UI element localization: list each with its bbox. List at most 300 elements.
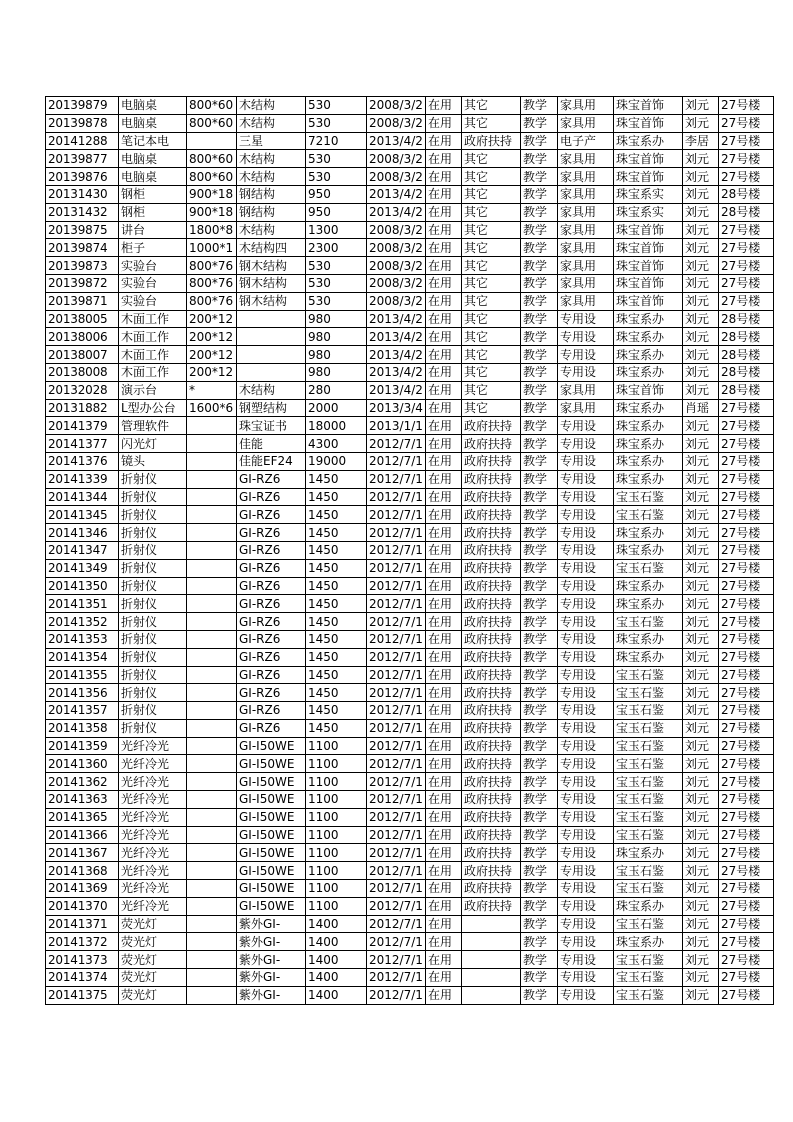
date-cell: 2013/4/2 — [367, 310, 426, 328]
funding-cell: 政府扶持 — [462, 470, 521, 488]
use-cell: 教学 — [521, 702, 558, 720]
funding-cell: 其它 — [462, 97, 521, 115]
department-cell: 珠宝系办 — [614, 595, 683, 613]
table-row — [46, 986, 774, 1004]
location-cell: 27号楼 — [719, 915, 774, 933]
price-cell: 980 — [306, 328, 367, 346]
status-cell: 在用 — [426, 132, 462, 150]
use-cell: 教学 — [521, 435, 558, 453]
funding-cell: 政府扶持 — [462, 862, 521, 880]
department-cell: 珠宝系实 — [614, 185, 683, 203]
spec-cell — [187, 613, 237, 631]
status-cell: 在用 — [426, 844, 462, 862]
department-cell: 宝玉石鉴 — [614, 755, 683, 773]
funding-cell: 政府扶持 — [462, 737, 521, 755]
asset-name-cell: 折射仪 — [119, 666, 187, 684]
price-cell: 2300 — [306, 239, 367, 257]
model-cell: 木结构四 — [237, 239, 306, 257]
funding-cell: 政府扶持 — [462, 826, 521, 844]
table-row — [46, 274, 774, 292]
department-cell: 宝玉石鉴 — [614, 684, 683, 702]
funding-cell — [462, 986, 521, 1004]
price-cell: 1100 — [306, 755, 367, 773]
price-cell: 2000 — [306, 399, 367, 417]
keeper-cell: 刘元 — [683, 435, 719, 453]
category-cell: 专用设 — [558, 488, 614, 506]
table-row — [46, 399, 774, 417]
funding-cell: 政府扶持 — [462, 773, 521, 791]
spec-cell — [187, 755, 237, 773]
location-cell: 27号楼 — [719, 595, 774, 613]
status-cell: 在用 — [426, 239, 462, 257]
spec-cell — [187, 737, 237, 755]
model-cell: GI-RZ6 — [237, 595, 306, 613]
status-cell: 在用 — [426, 221, 462, 239]
model-cell: 木结构 — [237, 381, 306, 399]
model-cell: 钢木结构 — [237, 292, 306, 310]
location-cell: 27号楼 — [719, 897, 774, 915]
date-cell: 2013/4/2 — [367, 132, 426, 150]
model-cell: GI-RZ6 — [237, 666, 306, 684]
asset-name-cell: 镜头 — [119, 452, 187, 470]
table-row — [46, 577, 774, 595]
use-cell: 教学 — [521, 844, 558, 862]
category-cell: 专用设 — [558, 808, 614, 826]
keeper-cell: 刘元 — [683, 915, 719, 933]
spec-cell: 200*12 — [187, 310, 237, 328]
asset-id-cell: 20138008 — [46, 363, 119, 381]
department-cell: 珠宝首饰 — [614, 381, 683, 399]
status-cell: 在用 — [426, 862, 462, 880]
funding-cell: 政府扶持 — [462, 613, 521, 631]
spec-cell: 200*12 — [187, 363, 237, 381]
status-cell: 在用 — [426, 506, 462, 524]
asset-name-cell: 木面工作 — [119, 328, 187, 346]
category-cell: 专用设 — [558, 613, 614, 631]
price-cell: 1450 — [306, 702, 367, 720]
model-cell: GI-RZ6 — [237, 559, 306, 577]
price-cell: 7210 — [306, 132, 367, 150]
table-row — [46, 951, 774, 969]
department-cell: 珠宝系办 — [614, 541, 683, 559]
asset-name-cell: 电脑桌 — [119, 114, 187, 132]
use-cell: 教学 — [521, 613, 558, 631]
keeper-cell: 刘元 — [683, 328, 719, 346]
category-cell: 专用设 — [558, 630, 614, 648]
location-cell: 27号楼 — [719, 826, 774, 844]
use-cell: 教学 — [521, 506, 558, 524]
use-cell: 教学 — [521, 346, 558, 364]
location-cell: 27号楼 — [719, 702, 774, 720]
price-cell: 19000 — [306, 452, 367, 470]
asset-name-cell: 钢柜 — [119, 203, 187, 221]
spec-cell: 200*12 — [187, 328, 237, 346]
price-cell: 1450 — [306, 488, 367, 506]
category-cell: 家具用 — [558, 292, 614, 310]
model-cell: 佳能 — [237, 435, 306, 453]
model-cell: 木结构 — [237, 97, 306, 115]
department-cell: 珠宝系办 — [614, 933, 683, 951]
asset-name-cell: 折射仪 — [119, 613, 187, 631]
table-row — [46, 292, 774, 310]
use-cell: 教学 — [521, 203, 558, 221]
date-cell: 2012/7/1 — [367, 524, 426, 542]
spec-cell: 1000*1 — [187, 239, 237, 257]
use-cell: 教学 — [521, 150, 558, 168]
spec-cell — [187, 862, 237, 880]
category-cell: 专用设 — [558, 737, 614, 755]
date-cell: 2012/7/1 — [367, 791, 426, 809]
location-cell: 28号楼 — [719, 328, 774, 346]
location-cell: 28号楼 — [719, 185, 774, 203]
asset-name-cell: 柜子 — [119, 239, 187, 257]
price-cell: 1400 — [306, 951, 367, 969]
table-row — [46, 595, 774, 613]
asset-id-cell: 20139871 — [46, 292, 119, 310]
table-row — [46, 666, 774, 684]
category-cell: 专用设 — [558, 648, 614, 666]
use-cell: 教学 — [521, 862, 558, 880]
asset-name-cell: 荧光灯 — [119, 986, 187, 1004]
category-cell: 专用设 — [558, 435, 614, 453]
use-cell: 教学 — [521, 791, 558, 809]
use-cell: 教学 — [521, 880, 558, 898]
date-cell: 2008/3/2 — [367, 221, 426, 239]
status-cell: 在用 — [426, 399, 462, 417]
asset-id-cell: 20141349 — [46, 559, 119, 577]
use-cell: 教学 — [521, 897, 558, 915]
date-cell: 2012/7/1 — [367, 648, 426, 666]
department-cell: 珠宝系办 — [614, 399, 683, 417]
spec-cell: 800*76 — [187, 292, 237, 310]
model-cell — [237, 346, 306, 364]
funding-cell: 政府扶持 — [462, 897, 521, 915]
price-cell: 1450 — [306, 559, 367, 577]
funding-cell — [462, 969, 521, 987]
table-row — [46, 969, 774, 987]
keeper-cell: 刘元 — [683, 684, 719, 702]
table-row — [46, 381, 774, 399]
location-cell: 27号楼 — [719, 648, 774, 666]
table-row — [46, 541, 774, 559]
price-cell: 1100 — [306, 897, 367, 915]
status-cell: 在用 — [426, 755, 462, 773]
status-cell: 在用 — [426, 702, 462, 720]
category-cell: 专用设 — [558, 986, 614, 1004]
model-cell: GI-RZ6 — [237, 684, 306, 702]
spec-cell: 800*76 — [187, 274, 237, 292]
asset-name-cell: 折射仪 — [119, 541, 187, 559]
model-cell: 紫外GI- — [237, 933, 306, 951]
department-cell: 宝玉石鉴 — [614, 488, 683, 506]
spec-cell: 800*60 — [187, 97, 237, 115]
table-row — [46, 737, 774, 755]
location-cell: 27号楼 — [719, 114, 774, 132]
table-row — [46, 97, 774, 115]
funding-cell: 其它 — [462, 185, 521, 203]
spec-cell — [187, 844, 237, 862]
spec-cell: * — [187, 381, 237, 399]
spec-cell — [187, 897, 237, 915]
funding-cell: 政府扶持 — [462, 595, 521, 613]
status-cell: 在用 — [426, 791, 462, 809]
model-cell: GI-I50WE — [237, 880, 306, 898]
model-cell: 钢结构 — [237, 203, 306, 221]
model-cell: 钢木结构 — [237, 257, 306, 275]
keeper-cell: 刘元 — [683, 613, 719, 631]
location-cell: 27号楼 — [719, 986, 774, 1004]
status-cell: 在用 — [426, 719, 462, 737]
use-cell: 教学 — [521, 470, 558, 488]
status-cell: 在用 — [426, 969, 462, 987]
use-cell: 教学 — [521, 737, 558, 755]
table-row — [46, 630, 774, 648]
keeper-cell: 刘元 — [683, 791, 719, 809]
price-cell: 530 — [306, 274, 367, 292]
asset-id-cell: 20139879 — [46, 97, 119, 115]
asset-id-cell: 20138005 — [46, 310, 119, 328]
use-cell: 教学 — [521, 559, 558, 577]
use-cell: 教学 — [521, 684, 558, 702]
location-cell: 27号楼 — [719, 969, 774, 987]
price-cell: 1100 — [306, 791, 367, 809]
funding-cell: 政府扶持 — [462, 702, 521, 720]
asset-id-cell: 20141376 — [46, 452, 119, 470]
asset-id-cell: 20139878 — [46, 114, 119, 132]
department-cell: 珠宝系办 — [614, 452, 683, 470]
asset-name-cell: 折射仪 — [119, 684, 187, 702]
location-cell: 27号楼 — [719, 684, 774, 702]
spec-cell: 200*12 — [187, 346, 237, 364]
status-cell: 在用 — [426, 737, 462, 755]
asset-id-cell: 20139877 — [46, 150, 119, 168]
asset-name-cell: 闪光灯 — [119, 435, 187, 453]
keeper-cell: 刘元 — [683, 346, 719, 364]
funding-cell: 其它 — [462, 239, 521, 257]
department-cell: 宝玉石鉴 — [614, 969, 683, 987]
table-row — [46, 203, 774, 221]
funding-cell: 政府扶持 — [462, 452, 521, 470]
table-row — [46, 559, 774, 577]
date-cell: 2012/7/1 — [367, 452, 426, 470]
price-cell: 1450 — [306, 577, 367, 595]
location-cell: 27号楼 — [719, 773, 774, 791]
status-cell: 在用 — [426, 541, 462, 559]
table-row — [46, 791, 774, 809]
spec-cell — [187, 506, 237, 524]
keeper-cell: 刘元 — [683, 524, 719, 542]
funding-cell: 政府扶持 — [462, 630, 521, 648]
spec-cell — [187, 702, 237, 720]
table-row — [46, 168, 774, 186]
asset-id-cell: 20141288 — [46, 132, 119, 150]
asset-name-cell: 光纤冷光 — [119, 880, 187, 898]
status-cell: 在用 — [426, 630, 462, 648]
funding-cell: 政府扶持 — [462, 506, 521, 524]
location-cell: 27号楼 — [719, 559, 774, 577]
status-cell: 在用 — [426, 933, 462, 951]
funding-cell: 其它 — [462, 328, 521, 346]
keeper-cell: 刘元 — [683, 381, 719, 399]
table-row — [46, 933, 774, 951]
funding-cell: 政府扶持 — [462, 719, 521, 737]
category-cell: 电子产 — [558, 132, 614, 150]
model-cell: GI-RZ6 — [237, 541, 306, 559]
asset-id-cell: 20141360 — [46, 755, 119, 773]
department-cell: 珠宝系办 — [614, 630, 683, 648]
date-cell: 2012/7/1 — [367, 577, 426, 595]
spec-cell — [187, 951, 237, 969]
table-row — [46, 435, 774, 453]
asset-id-cell: 20141369 — [46, 880, 119, 898]
funding-cell: 政府扶持 — [462, 880, 521, 898]
spec-cell — [187, 915, 237, 933]
status-cell: 在用 — [426, 381, 462, 399]
use-cell: 教学 — [521, 826, 558, 844]
keeper-cell: 刘元 — [683, 239, 719, 257]
use-cell: 教学 — [521, 808, 558, 826]
asset-name-cell: 光纤冷光 — [119, 826, 187, 844]
keeper-cell: 刘元 — [683, 114, 719, 132]
table-row — [46, 185, 774, 203]
spec-cell — [187, 666, 237, 684]
spec-cell: 900*18 — [187, 203, 237, 221]
department-cell: 宝玉石鉴 — [614, 862, 683, 880]
use-cell: 教学 — [521, 185, 558, 203]
model-cell: 珠宝证书 — [237, 417, 306, 435]
date-cell: 2012/7/1 — [367, 969, 426, 987]
location-cell: 27号楼 — [719, 755, 774, 773]
asset-id-cell: 20141339 — [46, 470, 119, 488]
status-cell: 在用 — [426, 915, 462, 933]
category-cell: 家具用 — [558, 203, 614, 221]
asset-name-cell: 折射仪 — [119, 470, 187, 488]
asset-name-cell: L型办公台 — [119, 399, 187, 417]
location-cell: 27号楼 — [719, 221, 774, 239]
keeper-cell: 刘元 — [683, 203, 719, 221]
asset-id-cell: 20141375 — [46, 986, 119, 1004]
date-cell: 2012/7/1 — [367, 986, 426, 1004]
status-cell: 在用 — [426, 808, 462, 826]
location-cell: 27号楼 — [719, 239, 774, 257]
keeper-cell: 刘元 — [683, 185, 719, 203]
table-row — [46, 915, 774, 933]
status-cell: 在用 — [426, 168, 462, 186]
use-cell: 教学 — [521, 363, 558, 381]
model-cell: 紫外GI- — [237, 986, 306, 1004]
keeper-cell: 刘元 — [683, 773, 719, 791]
location-cell: 27号楼 — [719, 97, 774, 115]
asset-table-body — [46, 97, 774, 1005]
department-cell: 珠宝首饰 — [614, 168, 683, 186]
status-cell: 在用 — [426, 257, 462, 275]
status-cell: 在用 — [426, 452, 462, 470]
department-cell: 宝玉石鉴 — [614, 880, 683, 898]
date-cell: 2012/7/1 — [367, 506, 426, 524]
price-cell: 530 — [306, 114, 367, 132]
location-cell: 27号楼 — [719, 880, 774, 898]
asset-name-cell: 荧光灯 — [119, 915, 187, 933]
use-cell: 教学 — [521, 951, 558, 969]
funding-cell: 其它 — [462, 257, 521, 275]
model-cell: GI-I50WE — [237, 844, 306, 862]
keeper-cell: 刘元 — [683, 257, 719, 275]
department-cell: 珠宝系办 — [614, 577, 683, 595]
category-cell: 专用设 — [558, 310, 614, 328]
location-cell: 28号楼 — [719, 346, 774, 364]
keeper-cell: 刘元 — [683, 274, 719, 292]
use-cell: 教学 — [521, 630, 558, 648]
category-cell: 专用设 — [558, 862, 614, 880]
date-cell: 2013/4/2 — [367, 381, 426, 399]
keeper-cell: 刘元 — [683, 826, 719, 844]
department-cell: 珠宝系实 — [614, 203, 683, 221]
date-cell: 2013/4/2 — [367, 185, 426, 203]
keeper-cell: 刘元 — [683, 97, 719, 115]
spec-cell — [187, 969, 237, 987]
status-cell: 在用 — [426, 826, 462, 844]
department-cell: 宝玉石鉴 — [614, 951, 683, 969]
department-cell: 宝玉石鉴 — [614, 613, 683, 631]
use-cell: 教学 — [521, 524, 558, 542]
table-row — [46, 773, 774, 791]
table-row — [46, 648, 774, 666]
asset-name-cell: 折射仪 — [119, 702, 187, 720]
use-cell: 教学 — [521, 915, 558, 933]
table-row — [46, 452, 774, 470]
date-cell: 2012/7/1 — [367, 897, 426, 915]
price-cell: 530 — [306, 150, 367, 168]
price-cell: 530 — [306, 168, 367, 186]
location-cell: 27号楼 — [719, 524, 774, 542]
keeper-cell: 刘元 — [683, 488, 719, 506]
status-cell: 在用 — [426, 684, 462, 702]
table-row — [46, 506, 774, 524]
department-cell: 宝玉石鉴 — [614, 506, 683, 524]
category-cell: 专用设 — [558, 470, 614, 488]
use-cell: 教学 — [521, 274, 558, 292]
keeper-cell: 刘元 — [683, 755, 719, 773]
model-cell: 紫外GI- — [237, 915, 306, 933]
status-cell: 在用 — [426, 648, 462, 666]
funding-cell: 政府扶持 — [462, 559, 521, 577]
status-cell: 在用 — [426, 986, 462, 1004]
location-cell: 27号楼 — [719, 452, 774, 470]
department-cell: 珠宝系办 — [614, 346, 683, 364]
table-row — [46, 808, 774, 826]
department-cell: 宝玉石鉴 — [614, 666, 683, 684]
model-cell — [237, 310, 306, 328]
location-cell: 27号楼 — [719, 506, 774, 524]
asset-name-cell: 折射仪 — [119, 524, 187, 542]
department-cell: 珠宝系办 — [614, 844, 683, 862]
department-cell: 宝玉石鉴 — [614, 702, 683, 720]
status-cell: 在用 — [426, 470, 462, 488]
date-cell: 2008/3/2 — [367, 97, 426, 115]
category-cell: 专用设 — [558, 452, 614, 470]
location-cell: 27号楼 — [719, 737, 774, 755]
model-cell: 钢结构 — [237, 185, 306, 203]
keeper-cell: 刘元 — [683, 702, 719, 720]
asset-name-cell: 荧光灯 — [119, 933, 187, 951]
category-cell: 专用设 — [558, 595, 614, 613]
price-cell: 1100 — [306, 737, 367, 755]
spec-cell: 800*60 — [187, 114, 237, 132]
asset-name-cell: 荧光灯 — [119, 951, 187, 969]
date-cell: 2012/7/1 — [367, 488, 426, 506]
keeper-cell: 刘元 — [683, 150, 719, 168]
asset-name-cell: 讲台 — [119, 221, 187, 239]
